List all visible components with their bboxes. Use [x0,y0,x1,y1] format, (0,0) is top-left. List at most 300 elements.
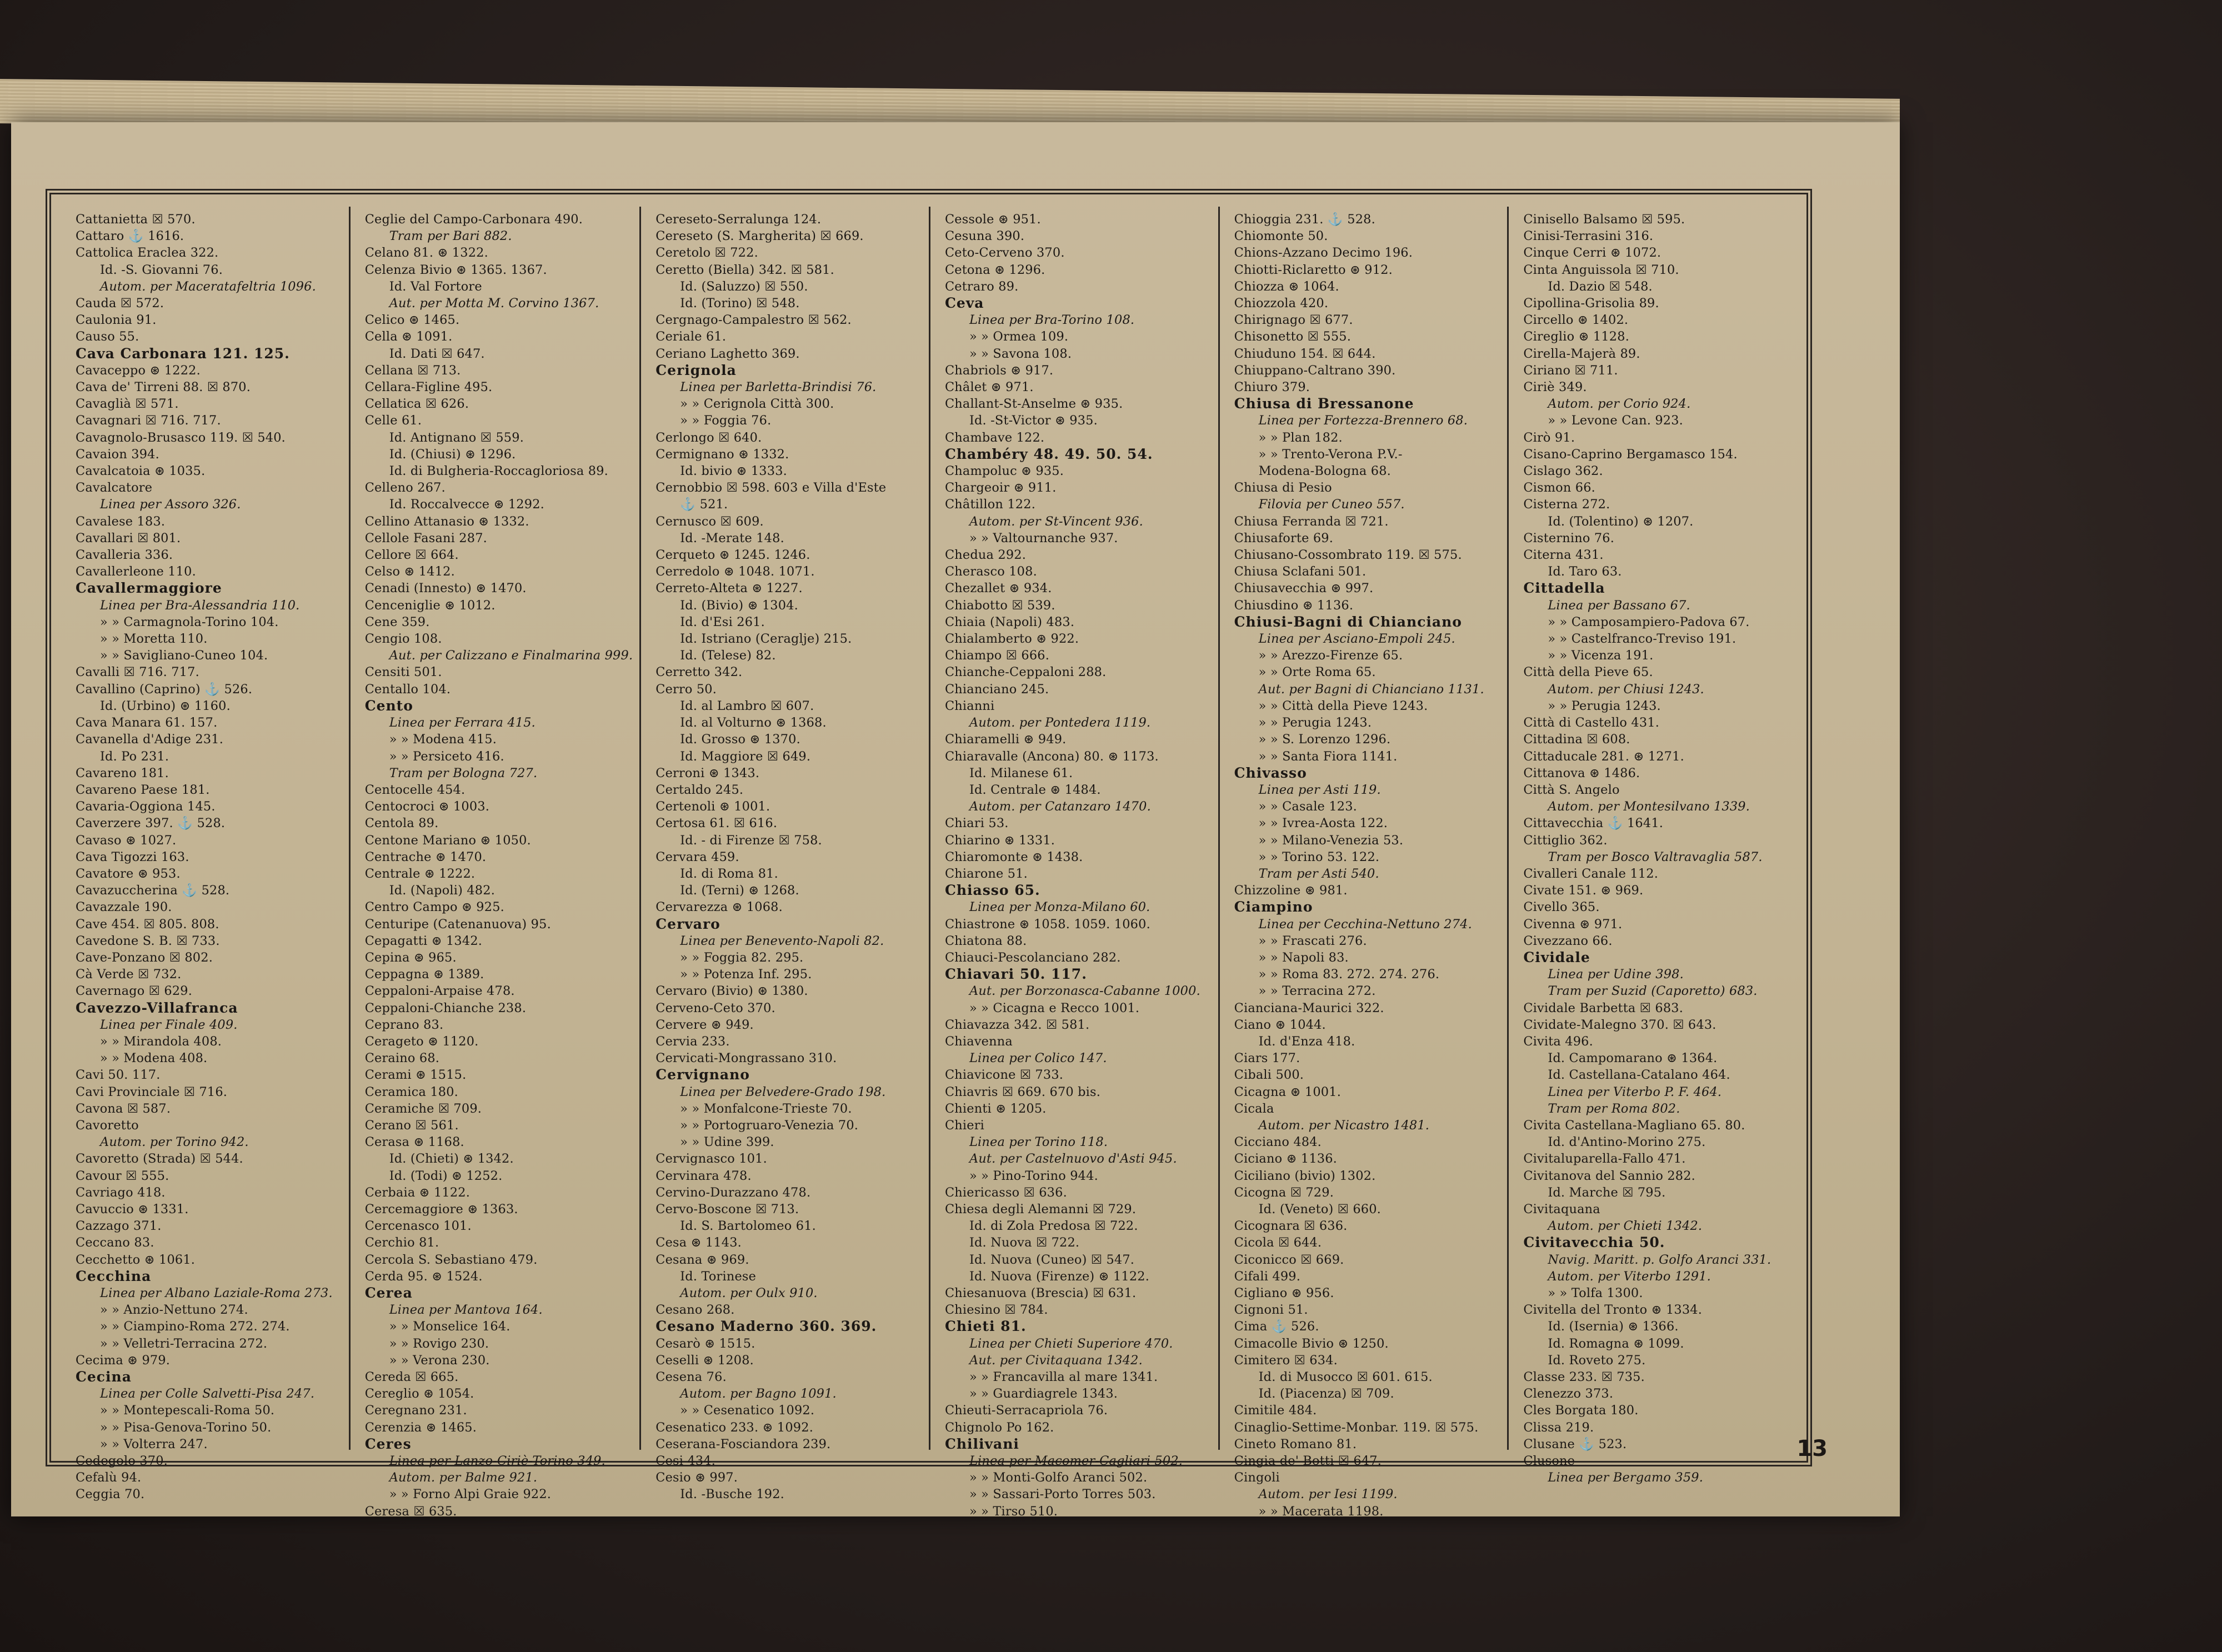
index-entry: Ceretolo ☒ 722. [655,246,758,261]
index-entry: Centone Mariano ⊛ 1050. [364,833,531,848]
index-entry: Cignoni 51. [1234,1303,1308,1318]
index-entry: Id. -Merate 148. [680,530,784,545]
index-entry: Chiomonte 50. [1234,229,1328,244]
index-heading-entry: Civitavecchia 50. [1523,1234,1665,1251]
index-entry: Centola 89. [364,816,439,831]
index-entry: Certosa 61. ☒ 616. [655,816,778,831]
index-entry: Cittaducale 281. ⊛ 1271. [1523,749,1684,764]
index-entry: Linea per Lanzo-Ciriè-Torino 349. [389,1454,605,1469]
index-entry: Chiotti-Riclaretto ⊛ 912. [1234,262,1393,277]
index-entry: Celso ⊛ 1412. [364,564,455,579]
index-entry: Id. d'Antino-Morino 275. [1548,1135,1706,1150]
index-entry: Cercenasco 101. [364,1219,472,1234]
index-entry: Id. di Bulgheria-Roccagloriosa 89. [389,464,608,479]
index-entry: Ceriale 61. [655,329,727,344]
index-entry: Id. bivio ⊛ 1333. [680,464,787,479]
index-entry: Chiusavecchia ⊛ 997. [1234,581,1374,596]
index-entry: Clissa 219. [1523,1420,1594,1435]
index-entry: Id. (Napoli) 482. [389,883,496,898]
index-entry: Cavedone S. B. ☒ 733. [76,933,220,948]
index-entry: Ciriano ☒ 711. [1523,363,1618,378]
index-entry: Cles Borgata 180. [1523,1403,1639,1418]
index-entry: » » Monselice 164. [389,1319,511,1334]
index-entry: Clenezzo 373. [1523,1386,1614,1401]
index-entry: Id. di Roma 81. [680,866,778,881]
index-entry: Chianche-Ceppaloni 288. [944,665,1107,680]
index-entry: Chiozzola 420. [1234,296,1329,311]
index-entry: Cerchio 81. [364,1235,439,1250]
index-entry: Chiabotto ☒ 539. [944,598,1055,613]
index-entry: Causo 55. [76,329,139,344]
index-heading-entry: Cento [364,697,413,714]
index-entry: Cesio ⊛ 997. [655,1470,738,1485]
index-entry: Autom. per Oulx 910. [680,1286,818,1300]
index-entry: Chiatona 88. [944,933,1027,948]
index-entry: Cellole Fasani 287. [364,530,487,545]
index-entry: » » Potenza Inf. 295. [680,967,812,982]
index-entry: Cingoli [1234,1470,1280,1485]
index-entry: Civita Castellana-Magliano 65. 80. [1523,1118,1745,1133]
index-entry: » » Foggia 82. 295. [680,950,804,965]
index-entry: Cenadi (Innesto) ⊛ 1470. [364,581,527,596]
index-entry: Cervicati-Mongrassano 310. [655,1051,837,1066]
index-entry: » » Velletri-Terracina 272. [100,1336,268,1351]
index-entry: Ceregnano 231. [364,1403,467,1418]
index-entry: Cingia de' Botti ☒ 647. [1234,1454,1382,1469]
index-entry: Linea per Udine 398. [1548,967,1684,982]
index-entry: » » Mirandola 408. [100,1034,222,1049]
index-entry: » » Ciampino-Roma 272. 274. [100,1319,290,1334]
index-entry: » » Cesenatico 1092. [680,1403,815,1418]
index-entry: Ceppaloni-Chianche 238. [364,1000,527,1015]
index-entry: Ciconicco ☒ 669. [1234,1252,1344,1267]
index-entry: Chiesino ☒ 784. [944,1303,1048,1318]
index-entry: » » Roma 83. 272. 274. 276. [1258,967,1440,982]
index-entry: » » Plan 182. [1258,430,1343,445]
index-entry: Autom. per Montesilvano 1339. [1548,799,1750,814]
index-entry: Id. Dati ☒ 647. [389,346,485,361]
index-entry: Ceramiche ☒ 709. [364,1101,482,1116]
index-entry: Id. (Isernia) ⊛ 1366. [1548,1319,1679,1334]
index-entry: Celano 81. ⊛ 1322. [364,246,488,261]
index-frame [46,189,1812,1519]
index-entry: Centrale ⊛ 1222. [364,866,476,881]
index-entry: Caulonia 91. [76,313,157,328]
index-entry: » » S. Lorenzo 1296. [1258,732,1391,747]
index-entry: Linea per Monza-Milano 60. [969,900,1150,915]
index-entry: Celenza Bivio ⊛ 1365. 1367. [364,262,547,277]
index-entry: Cefalù 94. [76,1470,142,1485]
index-entry: Chisonetto ☒ 555. [1234,329,1352,344]
index-entry: » » Levone Can. 923. [1548,413,1683,428]
index-entry: » » Pisa-Genova-Torino 50. [100,1420,272,1435]
index-entry: » » Savigliano-Cuneo 104. [100,648,268,663]
index-entry: Autom. per Bagno 1091. [680,1386,837,1401]
index-entry: Cavriago 418. [76,1185,166,1200]
index-entry: Classe 233. ☒ 735. [1523,1370,1645,1385]
index-entry: Linea per Chieti Superiore 470. [969,1336,1173,1351]
index-entry: Cervaro (Bivio) ⊛ 1380. [655,984,808,999]
index-entry: Chiesa degli Alemanni ☒ 729. [944,1202,1137,1217]
index-entry: Cervinara 478. [655,1168,752,1183]
index-entry: Id. Torinese [680,1269,757,1284]
index-entry: Cibali 500. [1234,1068,1304,1083]
index-entry: Aut. per Calizzano e Finalmarina 999. [389,648,633,663]
index-entry: Id. Campomarano ⊛ 1364. [1548,1051,1718,1066]
index-entry: Ceserana-Fosciandora 239. [655,1436,831,1451]
index-entry: Cella ⊛ 1091. [364,329,453,344]
index-entry: Id. Maggiore ☒ 649. [680,749,811,764]
index-entry: Cicogna ☒ 729. [1234,1185,1334,1200]
index-entry: Chezallet ⊛ 934. [944,581,1052,596]
index-entry: » » Moretta 110. [100,632,208,647]
index-entry: Cicciano 484. [1234,1135,1322,1150]
index-heading-entry: Cerignola [655,362,737,378]
index-entry: Autom. per Chiusi 1243. [1548,682,1704,697]
index-entry: Id. (Piacenza) ☒ 709. [1258,1386,1394,1401]
index-entry: Aut. per Bagni di Chianciano 1131. [1258,682,1484,697]
index-entry: Citerna 431. [1523,548,1604,563]
index-entry: » » Volterra 247. [100,1436,208,1451]
index-entry: Chiuro 379. [1234,380,1310,395]
index-entry: Autom. per Iesi 1199. [1258,1487,1398,1502]
index-entry: Chedua 292. [944,548,1027,563]
index-entry: Cetraro 89. [944,279,1019,294]
index-heading-entry: Chiasso 65. [944,882,1040,899]
index-entry: Cervino-Durazzano 478. [655,1185,811,1200]
index-entry: Id. Roccalvecce ⊛ 1292. [389,497,544,512]
index-entry: Cavour ☒ 555. [76,1168,169,1183]
index-entry: Aut. per Borzonasca-Cabanne 1000. [969,984,1200,999]
index-entry: » » Camposampiero-Padova 67. [1548,614,1750,629]
index-entry: » » Modena 415. [389,732,497,747]
index-entry: Cavalleria 336. [76,548,173,563]
index-entry: Chiarino ⊛ 1331. [944,833,1055,848]
index-entry: Ceppaloni-Arpaise 478. [364,984,515,999]
index-entry: Cifali 499. [1234,1269,1301,1284]
index-heading-entry: Cavezzo-Villafranca [76,999,238,1016]
index-entry: Linea per Belvedere-Grado 198. [680,1084,886,1099]
index-entry: Chizzoline ⊛ 981. [1234,883,1348,898]
index-entry: Centocelle 454. [364,782,466,797]
index-entry: » » Vicenza 191. [1548,648,1654,663]
index-entry: Autom. per Balme 921. [389,1470,538,1485]
index-heading-entry: Ceva [944,295,984,312]
index-entry: Cinaglio-Settime-Monbar. 119. ☒ 575. [1234,1420,1479,1435]
index-entry: Cinisi-Terrasini 316. [1523,229,1654,244]
index-entry: Linea per Assoro 326. [100,497,241,512]
index-entry: Chiaia (Napoli) 483. [944,614,1075,629]
index-entry: » » Persiceto 416. [389,749,504,764]
index-entry: Cesena 76. [655,1370,727,1385]
index-entry: Civitaluparella-Fallo 471. [1523,1152,1686,1167]
index-entry: Linea per Bra-Torino 108. [969,313,1135,328]
index-entry: Cavalli ☒ 716. 717. [76,665,199,680]
index-entry: Linea per Asciano-Empoli 245. [1258,632,1455,647]
index-entry: Autom. per Pontedera 1119. [969,715,1151,730]
index-entry: » » Napoli 83. [1258,950,1349,965]
index-entry: Cavareno 181. [76,765,169,780]
index-entry: » » Francavilla al mare 1341. [969,1370,1158,1385]
index-entry: Cislago 362. [1523,464,1603,479]
index-entry: Cesuna 390. [944,229,1025,244]
index-entry: Cima ⚓ 526. [1234,1319,1319,1334]
index-entry: Cesano 268. [655,1303,735,1318]
index-entry: Cervia 233. [655,1034,730,1049]
index-entry: Civitella del Tronto ⊛ 1334. [1523,1303,1703,1318]
index-column-1 [61,207,351,1502]
index-entry: Linea per Ferrara 415. [389,715,536,730]
index-entry: Id. (Terni) ⊛ 1268. [680,883,799,898]
index-column-6 [1509,207,1796,1485]
index-entry: Civitanova del Sannio 282. [1523,1168,1695,1183]
index-entry: » » Foggia 76. [680,413,772,428]
index-entry: Cessole ⊛ 951. [944,212,1041,227]
index-entry: » » Cicagna e Recco 1001. [969,1000,1140,1015]
index-entry: » » Arezzo-Firenze 65. [1258,648,1403,663]
index-entry: Cava Tigozzi 163. [76,849,189,864]
index-entry: Cimacolle Bivio ⊛ 1250. [1234,1336,1389,1351]
index-entry: Cavallino (Caprino) ⚓ 526. [76,682,253,697]
index-entry: Cividate-Malegno 370. ☒ 643. [1523,1017,1716,1032]
index-entry: » » Ormea 109. [969,329,1069,344]
index-entry: ⚓ 521. [680,497,728,512]
index-entry: Cisano-Caprino Bergamasco 154. [1523,447,1738,462]
index-entry: Chiericasso ☒ 636. [944,1185,1067,1200]
index-entry: Città della Pieve 65. [1523,665,1653,680]
index-entry: » » Santa Fiora 1141. [1258,749,1398,764]
index-entry: » » Anzio-Nettuno 274. [100,1303,248,1318]
index-entry: Chambave 122. [944,430,1045,445]
index-entry: Id. d'Esi 261. [680,614,765,629]
index-heading-entry: Chiusi-Bagni di Chianciano [1234,613,1462,630]
index-entry: Chignolo Po 162. [944,1420,1054,1435]
index-entry: Cellara-Figline 495. [364,380,493,395]
index-entry: Chiauci-Pescolanciano 282. [944,950,1121,965]
index-entry: Celle 61. [364,413,422,428]
index-entry: Cave 454. ☒ 805. 808. [76,917,219,932]
index-entry: Cavallari ☒ 801. [76,530,181,545]
index-entry: Cellino Attanasio ⊛ 1332. [364,514,529,529]
index-entry: Id. Nuova (Firenze) ⊛ 1122. [969,1269,1150,1284]
index-entry: Linea per Torino 118. [969,1135,1108,1150]
index-entry: Chiaramelli ⊛ 949. [944,732,1067,747]
index-entry: » » Guardiagrele 1343. [969,1386,1118,1401]
index-entry: Id. (Saluzzo) ☒ 550. [680,279,808,294]
index-entry: Cividale Barbetta ☒ 683. [1523,1000,1684,1015]
index-heading-entry: Chiavari 50. 117. [944,966,1087,983]
index-entry: Cerda 95. ⊛ 1524. [364,1269,483,1284]
index-entry: Civenna ⊛ 971. [1523,917,1623,932]
index-entry: Cicola ☒ 644. [1234,1235,1322,1250]
index-entry: Châtillon 122. [944,497,1036,512]
index-entry: Linea per Finale 409. [100,1017,238,1032]
index-heading-entry: Chivasso [1234,764,1307,781]
index-entry: Cesarò ⊛ 1515. [655,1336,755,1351]
index-entry: Chianciano 245. [944,682,1049,697]
index-entry: Cauda ☒ 572. [76,296,164,311]
index-entry: Chiavicone ☒ 733. [944,1068,1064,1083]
index-entry: Cavazuccherina ⚓ 528. [76,883,230,898]
index-entry: Civalleri Canale 112. [1523,866,1659,881]
index-entry: Cerveno-Ceto 370. [655,1000,775,1015]
index-entry: Linea per Albano Laziale-Roma 273. [100,1286,333,1300]
index-entry: Cigliano ⊛ 956. [1234,1286,1334,1300]
index-entry: Id. -S. Giovanni 76. [100,262,223,277]
index-entry: Chienti ⊛ 1205. [944,1101,1047,1116]
index-columns [61,207,1796,1519]
index-entry: Cervo-Boscone ☒ 713. [655,1202,799,1217]
index-entry: » » Udine 399. [680,1135,774,1150]
index-entry: Id. (Urbino) ⊛ 1160. [100,698,231,713]
index-entry: Centuripe (Catenanuova) 95. [364,917,551,932]
index-entry: Cavatore ⊛ 953. [76,866,181,881]
index-entry: Id. (Todi) ⊛ 1252. [389,1168,503,1183]
index-entry: Id. (Tolentino) ⊛ 1207. [1548,514,1694,529]
index-entry: Cereda ☒ 665. [364,1370,459,1385]
index-entry: Chirignago ☒ 677. [1234,313,1353,328]
index-entry: Chiusa Sclafani 501. [1234,564,1367,579]
index-entry: Chiari 53. [944,816,1009,831]
index-entry: Cervarezza ⊛ 1068. [655,900,783,915]
index-entry: Cismon 66. [1523,480,1595,495]
index-entry: Cesenatico 233. ⊛ 1092. [655,1420,814,1435]
index-entry: Cernobbio ☒ 598. 603 e Villa d'Este [655,480,887,495]
index-entry: Linea per Bergamo 359. [1548,1470,1704,1485]
index-entry: Cavaglià ☒ 571. [76,397,179,412]
index-entry: Id. Val Fortore [389,279,482,294]
index-entry: Id. (Veneto) ☒ 660. [1258,1202,1381,1217]
index-entry: Centocroci ⊛ 1003. [364,799,490,814]
index-entry: Cengio 108. [364,632,442,647]
index-entry: Cattanietta ☒ 570. [76,212,196,227]
index-entry: Linea per Mantova 164. [389,1303,543,1318]
index-entry: Cerano ☒ 561. [364,1118,459,1133]
index-entry: Ceselli ⊛ 1208. [655,1353,754,1368]
index-entry: » » Forno Alpi Graie 922. [389,1487,552,1502]
index-entry: » » Monti-Golfo Aranci 502. [969,1470,1148,1485]
index-entry: Cerroni ⊛ 1343. [655,765,760,780]
index-entry: Chiozza ⊛ 1064. [1234,279,1339,294]
index-entry: Cicagna ⊛ 1001. [1234,1084,1342,1099]
index-entry: Cisterna 272. [1523,497,1610,512]
index-entry: Ceto-Cerveno 370. [944,246,1065,261]
index-entry: » » Perugia 1243. [1258,715,1372,730]
index-entry: Id. Roveto 275. [1548,1353,1646,1368]
index-entry: Id. Istriano (Ceraglje) 215. [680,632,852,647]
index-entry: » » Portogruaro-Venezia 70. [680,1118,859,1133]
index-heading-entry: Cividale [1523,949,1590,965]
index-entry: Cervere ⊛ 949. [655,1017,754,1032]
index-entry: Chiuppano-Caltrano 390. [1234,363,1396,378]
index-entry: Chioggia 231. ⚓ 528. [1234,212,1375,227]
index-entry: Cattaro ⚓ 1616. [76,229,184,244]
index-entry: Cecchetto ⊛ 1061. [76,1252,196,1267]
index-entry: Cave-Ponzano ☒ 802. [76,950,213,965]
index-entry: » » Trento-Verona P.V.- [1258,447,1403,462]
index-entry: Cimitile 484. [1234,1403,1317,1418]
index-heading-entry: Chilivani [944,1435,1019,1452]
index-entry: Cermignano ⊛ 1332. [655,447,789,462]
index-entry: Id. Castellana-Catalano 464. [1548,1068,1730,1083]
index-entry: Chiusdino ⊛ 1136. [1234,598,1354,613]
index-entry: Certaldo 245. [655,782,744,797]
index-entry: Chiampo ☒ 666. [944,648,1050,663]
index-entry: Cavuccio ⊛ 1331. [76,1202,189,1217]
index-entry: Linea per Benevento-Napoli 82. [680,933,884,948]
index-entry: » » Casale 123. [1258,799,1357,814]
index-entry: Id. Romagna ⊛ 1099. [1548,1336,1684,1351]
index-entry: Ciano ⊛ 1044. [1234,1017,1326,1032]
index-entry: Circello ⊛ 1402. [1523,313,1629,328]
index-heading-entry: Chiusa di Bressanone [1234,396,1414,412]
index-entry: Cittadina ☒ 608. [1523,732,1630,747]
index-entry: Cerro 50. [655,682,717,697]
index-entry: Linea per Colle Salvetti-Pisa 247. [100,1386,315,1401]
index-entry: Cavagnolo-Brusasco 119. ☒ 540. [76,430,286,445]
index-entry: Autom. per St-Vincent 936. [969,514,1143,529]
index-column-2 [351,207,642,1519]
index-entry: Tram per Suzid (Caporetto) 683. [1548,984,1758,999]
index-entry: Cerenzia ⊛ 1465. [364,1420,477,1435]
index-entry: Cimitero ☒ 634. [1234,1353,1338,1368]
index-entry: Aut. per Motta M. Corvino 1367. [389,296,599,311]
index-entry: Chabriols ⊛ 917. [944,363,1054,378]
index-entry: Chiusaforte 69. [1234,530,1334,545]
index-entry: » » Monfalcone-Trieste 70. [680,1101,852,1116]
index-entry: Cirella-Majerà 89. [1523,346,1640,361]
index-entry: Linea per Cecchina-Nettuno 274. [1258,917,1472,932]
index-entry: Civezzano 66. [1523,933,1613,948]
index-entry: Ceramica 180. [364,1084,458,1099]
index-entry: Champoluc ⊛ 935. [944,464,1064,479]
index-entry: » » Frascati 276. [1258,933,1367,948]
index-entry: Cava de' Tirreni 88. ☒ 870. [76,380,251,395]
index-entry: Id. (Telese) 82. [680,648,776,663]
index-entry: » » Città della Pieve 1243. [1258,698,1428,713]
index-entry: Challant-St-Anselme ⊛ 935. [944,397,1123,412]
index-entry: Châlet ⊛ 971. [944,380,1034,395]
index-entry: Celico ⊛ 1465. [364,313,460,328]
index-heading-entry: Cerea [364,1285,413,1301]
index-entry: Cazzago 371. [76,1219,162,1234]
index-entry: Ceccano 83. [76,1235,154,1250]
index-entry: Chiaravalle (Ancona) 80. ⊛ 1173. [944,749,1159,764]
page-number: 13 [1796,1436,1828,1461]
index-entry: Tram per Roma 802. [1548,1101,1680,1116]
index-entry: Cerbaia ⊛ 1122. [364,1185,471,1200]
index-entry: Cinque Cerri ⊛ 1072. [1523,246,1662,261]
index-entry: Cervignasco 101. [655,1152,767,1167]
index-entry: Autom. per Nicastro 1481. [1258,1118,1430,1133]
index-entry: Id. al Volturno ⊛ 1368. [680,715,827,730]
index-entry: Chiaromonte ⊛ 1438. [944,849,1083,864]
index-entry: Cavernago ☒ 629. [76,984,193,999]
index-entry: Cavaria-Oggiona 145. [76,799,216,814]
index-entry: » » Rovigo 230. [389,1336,489,1351]
index-entry: Chiesanuova (Brescia) ☒ 631. [944,1286,1137,1300]
index-heading-entry: Cavallermaggiore [76,580,222,597]
index-entry: Civita 496. [1523,1034,1593,1049]
index-entry: » » Ivrea-Aosta 122. [1258,816,1388,831]
book-page [11,122,1900,1519]
index-entry: Id. (Chieti) ⊛ 1342. [389,1152,514,1167]
index-entry: Chiuduno 154. ☒ 644. [1234,346,1376,361]
index-entry: Id. Grosso ⊛ 1370. [680,732,800,747]
index-entry: Autom. per Corio 924. [1548,397,1691,412]
index-entry: Chianni [944,698,995,713]
index-entry: Id. Po 231. [100,749,169,764]
